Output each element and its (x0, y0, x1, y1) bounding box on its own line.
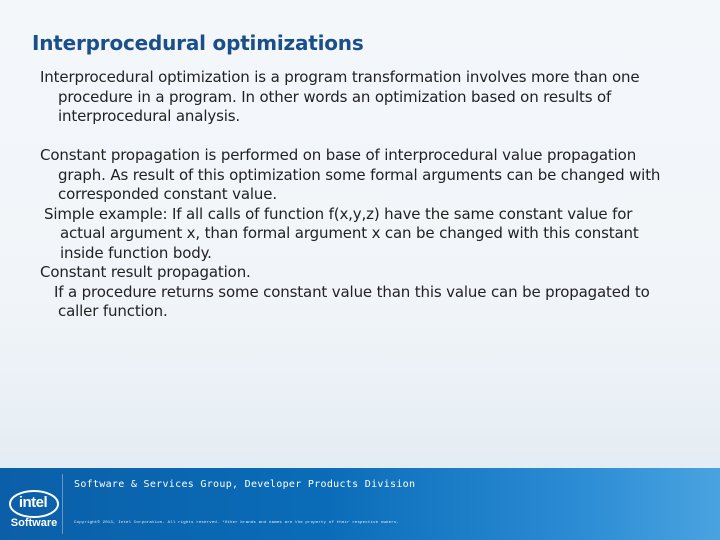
copyright-notice: Copyright© 2013, Intel Corporation. All rights reserved. *Other brands and names are the property of their respective owners. (74, 521, 400, 525)
intel-logo-subtext: Software (10, 517, 58, 529)
paragraph-procedure-returns: If a procedure returns some constant value than this value can be propagated to caller function. (54, 282, 650, 320)
paragraph-gap (40, 127, 680, 147)
slide-body (40, 68, 680, 322)
division-label: Software & Services Group, Developer Products Division (74, 479, 416, 490)
paragraph-simple-example: Simple example: If all calls of function f(x,y,z) have the same constant value for actual argument x, than formal argument x can be changed with this constant inside function body. (44, 204, 639, 262)
paragraph-interprocedural-definition: Interprocedural optimization is a program transformation involves more than one procedure in a program. In other words an optimization based on results of interprocedural analysis. (40, 68, 640, 125)
slide-title: Interprocedural optimizations (32, 31, 364, 55)
paragraph-constant-propagation: Constant propagation is performed on base of interprocedural value propagation graph. As result of this optimization some formal arguments can be changed with corresponded constant value. (40, 146, 661, 203)
paragraph-constant-result: Constant result propagation. (40, 263, 251, 281)
intel-logo-text: intel (18, 494, 48, 511)
footer-divider (62, 474, 63, 534)
